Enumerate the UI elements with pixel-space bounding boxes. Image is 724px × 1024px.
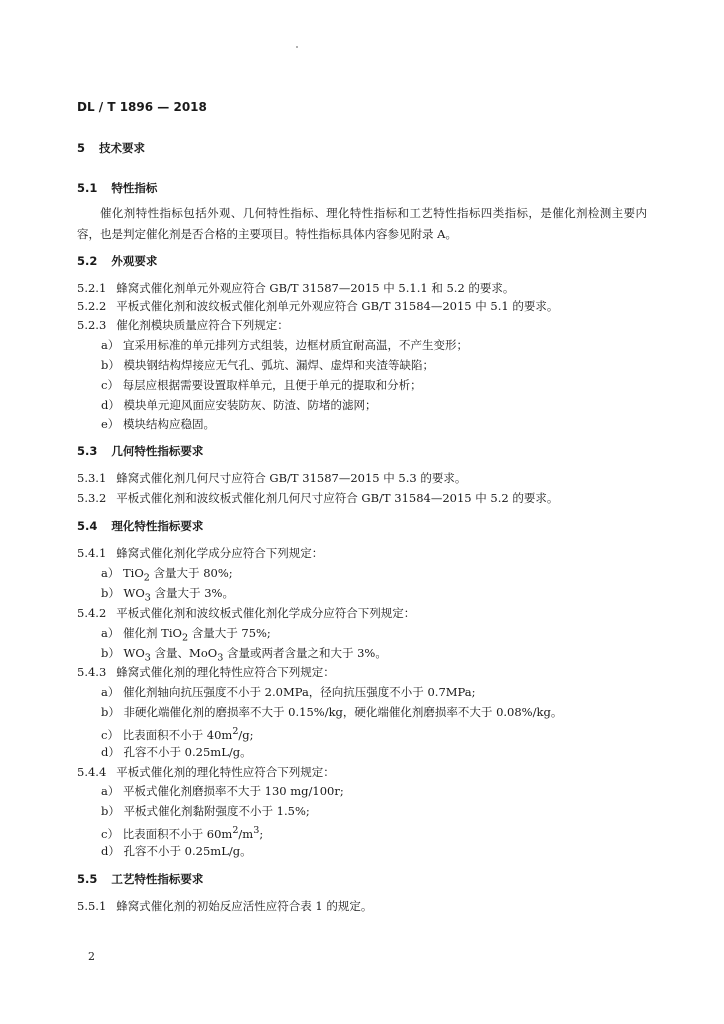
section-heading: 5.3 几何特性指标要求 bbox=[77, 444, 204, 458]
clause: 5.4.1 蜂窝式催化剂化学成分应符合下列规定： bbox=[77, 546, 324, 560]
list-item: b） $WO_3$ 含量大于 3%。 bbox=[101, 586, 234, 604]
section-heading: 5.1 特性指标 bbox=[77, 181, 158, 195]
standard-header: DL / T 1896 — 2018 bbox=[77, 100, 207, 114]
clause: 5.4.3 蜂窝式催化剂的理化特性应符合下列规定： bbox=[77, 665, 335, 679]
list-item: b） 平板式催化剂黏附强度不小于 1.5%; bbox=[101, 804, 310, 818]
list-item: b） 模块钢结构焊接应无气孔、弧坑、漏焊、虚焊和夹渣等缺陷； bbox=[101, 358, 435, 372]
clause: 5.3.2 平板式催化剂和波纹板式催化剂几何尺寸应符合 GB/T 31584—2015 中 5.2 的要求。 bbox=[77, 491, 559, 505]
clause: 5.4.2 平板式催化剂和波纹板式催化剂化学成分应符合下列规定： bbox=[77, 606, 416, 620]
list-item: d） 孔容不小于 0.25mL/g。 bbox=[101, 745, 252, 759]
list-item: a） 催化剂 TiO$_2$ 含量大于 75%; bbox=[101, 626, 271, 644]
clause: 5.2.1 蜂窝式催化剂单元外观应符合 GB/T 31587—2015 中 5.1.1 和 5.2 的要求。 bbox=[77, 281, 515, 295]
clause: 5.4.4 平板式催化剂的理化特性应符合下列规定： bbox=[77, 765, 335, 779]
list-item: d） 模块单元迎风面应安装防灰、防渣、防堵的滤网； bbox=[101, 398, 377, 412]
page-number: 2 bbox=[88, 950, 95, 963]
list-item: c） 比表面积不小于 $60m^2/m^3$; bbox=[101, 825, 264, 841]
clause: 5.3.1 蜂窝式催化剂几何尺寸应符合 GB/T 31587—2015 中 5.3 的要求。 bbox=[77, 471, 467, 485]
list-item: a） 催化剂轴向抗压强度不小于 2.0MPa，径向抗压强度不小于 0.7MPa; bbox=[101, 685, 476, 699]
list-item: a） TiO$_2$ 含量大于 80%; bbox=[101, 566, 233, 584]
section-heading: 5 技术要求 bbox=[77, 141, 146, 155]
clause: 5.2.3 催化剂模块质量应符合下列规定： bbox=[77, 318, 289, 332]
clause: 5.2.2 平板式催化剂和波纹板式催化剂单元外观应符合 GB/T 31584—2015 中 5.1 的要求。 bbox=[77, 299, 559, 313]
paragraph: 催化剂特性指标包括外观、几何特性指标、理化特性指标和工艺特性指标四类指标，是催化剂检测主要内容，也是判定催化剂是否合格的主要项目。特性指标具体内容参见附录 A。 bbox=[77, 206, 647, 241]
clause: 5.5.1 蜂窝式催化剂的初始反应活性应符合表 1 的规定。 bbox=[77, 899, 373, 913]
list-item: a） 平板式催化剂磨损率不大于 130 mg/100r; bbox=[101, 784, 344, 798]
list-item: b） 非硬化端催化剂的磨损率不大于 0.15%/kg，硬化端催化剂磨损率不大于 0.08%/kg。 bbox=[101, 705, 563, 719]
list-item: b） $WO_3$ 含量、MoO$_3$ 含量或两者含量之和大于 3%。 bbox=[101, 646, 387, 664]
list-item: a） 宜采用标准的单元排列方式组装，边框材质宜耐高温，不产生变形； bbox=[101, 338, 469, 352]
list-item: c） 比表面积不小于 $40m^2/g$; bbox=[101, 726, 254, 742]
section-heading: 5.4 理化特性指标要求 bbox=[77, 519, 204, 533]
scan-dot bbox=[296, 46, 298, 48]
section-heading: 5.2 外观要求 bbox=[77, 254, 158, 268]
list-item: d） 孔容不小于 0.25mL/g。 bbox=[101, 844, 252, 858]
section-heading: 5.5 工艺特性指标要求 bbox=[77, 872, 204, 886]
list-item: e） 模块结构应稳固。 bbox=[101, 417, 215, 431]
list-item: c） 每层应根据需要设置取样单元，且便于单元的提取和分析； bbox=[101, 378, 422, 392]
